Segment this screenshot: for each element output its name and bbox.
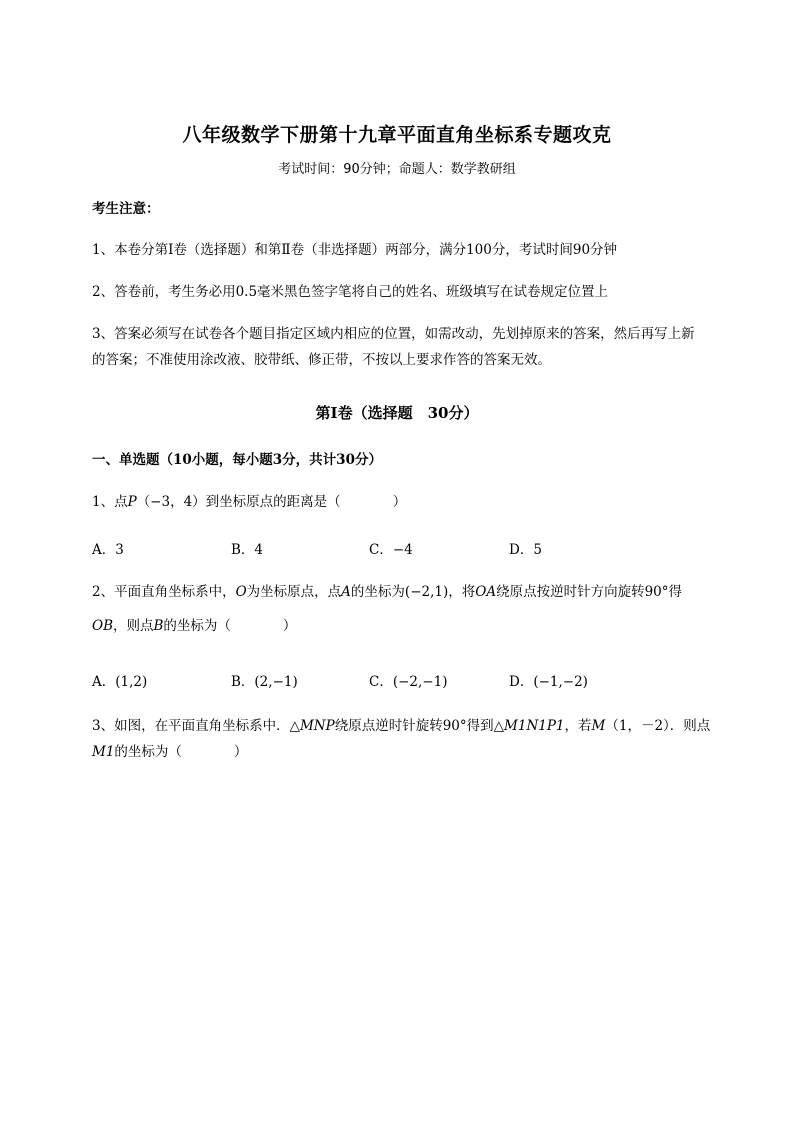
notice-item-3-line-1: 3、答案必须写在试卷各个题目指定区域内相应的位置，如需改动，先划掉原来的答案，然后再写上新	[92, 326, 695, 342]
q3-text-a: 3、如图，在平面直角坐标系中．△	[92, 718, 300, 734]
page-title: 八年级数学下册第十九章平面直角坐标系专题攻克	[182, 124, 612, 146]
q2-option-d: D．(−1,−2)	[509, 674, 588, 690]
q1-option-d: D．5	[509, 542, 542, 558]
q2-var-b: B	[153, 618, 164, 634]
q2-option-c: C．(−2,−1)	[369, 674, 448, 690]
q3-text-e: 的坐标为（	[114, 744, 182, 760]
question-1	[92, 496, 752, 510]
q3-text-c: ，若	[564, 718, 592, 734]
q2-text-a: 2、平面直角坐标系中，	[92, 584, 236, 600]
q2-text-e: 绕原点按逆时针方向旋转90°得	[496, 584, 683, 600]
q1-close: ）	[392, 494, 407, 510]
q2-text-f: ，则点	[113, 618, 154, 634]
q2-var-a: A	[341, 584, 351, 600]
q1-prefix: 1、点	[92, 494, 128, 510]
question-2-line-1	[92, 586, 752, 600]
q2-text-c: 的坐标为	[350, 584, 405, 600]
q1-option-a: A．3	[92, 542, 124, 558]
q2-option-a: A．(1,2)	[92, 674, 148, 690]
section-title: 第I卷（选择题 30分）	[315, 404, 479, 422]
question-3-line-2	[92, 746, 752, 760]
question-3-line-1	[92, 720, 752, 734]
notice-heading: 考生注意：	[92, 201, 160, 217]
q2-text-d: ，将	[448, 584, 476, 600]
part-title: 一、单选题（10小题，每小题3分，共计30分）	[92, 452, 382, 468]
question-2-line-2	[92, 620, 752, 634]
q3-close: ）	[233, 744, 248, 760]
q3-var-m1: M1	[92, 744, 115, 760]
q1-text: （−3，4）到坐标原点的距离是（	[136, 494, 341, 510]
q1-point-p: P	[127, 494, 137, 510]
exam-info: 考试时间：90分钟；命题人：数学教研组	[278, 162, 516, 177]
notice-item-2: 2、答卷前，考生务必用0.5毫米黑色签字笔将自己的姓名、班级填写在试卷规定位置上	[92, 284, 609, 300]
q3-text-b: 绕原点逆时针旋转90°得到△	[334, 718, 505, 734]
q3-triangle-mnp: MNP	[299, 718, 335, 734]
notice-item-3-line-2: 的答案；不准使用涂改液、胶带纸、修正带，不按以上要求作答的答案无效。	[92, 352, 551, 368]
notice-item-1: 1、本卷分第I卷（选择题）和第Ⅱ卷（非选择题）两部分，满分100分，考试时间90分钟	[92, 242, 618, 258]
q1-option-b: B．4	[231, 542, 264, 558]
q3-var-m: M	[591, 718, 606, 734]
q2-var-o: O	[235, 584, 247, 600]
q1-option-c: C．−4	[369, 542, 413, 558]
q2-option-b: B．(2,−1)	[231, 674, 298, 690]
q3-triangle-m1n1p1: M1N1P1	[504, 718, 565, 734]
q2-text-b: 为坐标原点，点	[246, 584, 342, 600]
q2-close: ）	[282, 618, 297, 634]
q2-text-g: 的坐标为（	[163, 618, 231, 634]
q3-text-d: （1，－2）．则点	[605, 718, 711, 734]
q2-segment-ob: OB	[92, 618, 113, 634]
q2-segment-oa: OA	[475, 584, 497, 600]
q2-coord-a: (−2,1)	[404, 584, 449, 600]
